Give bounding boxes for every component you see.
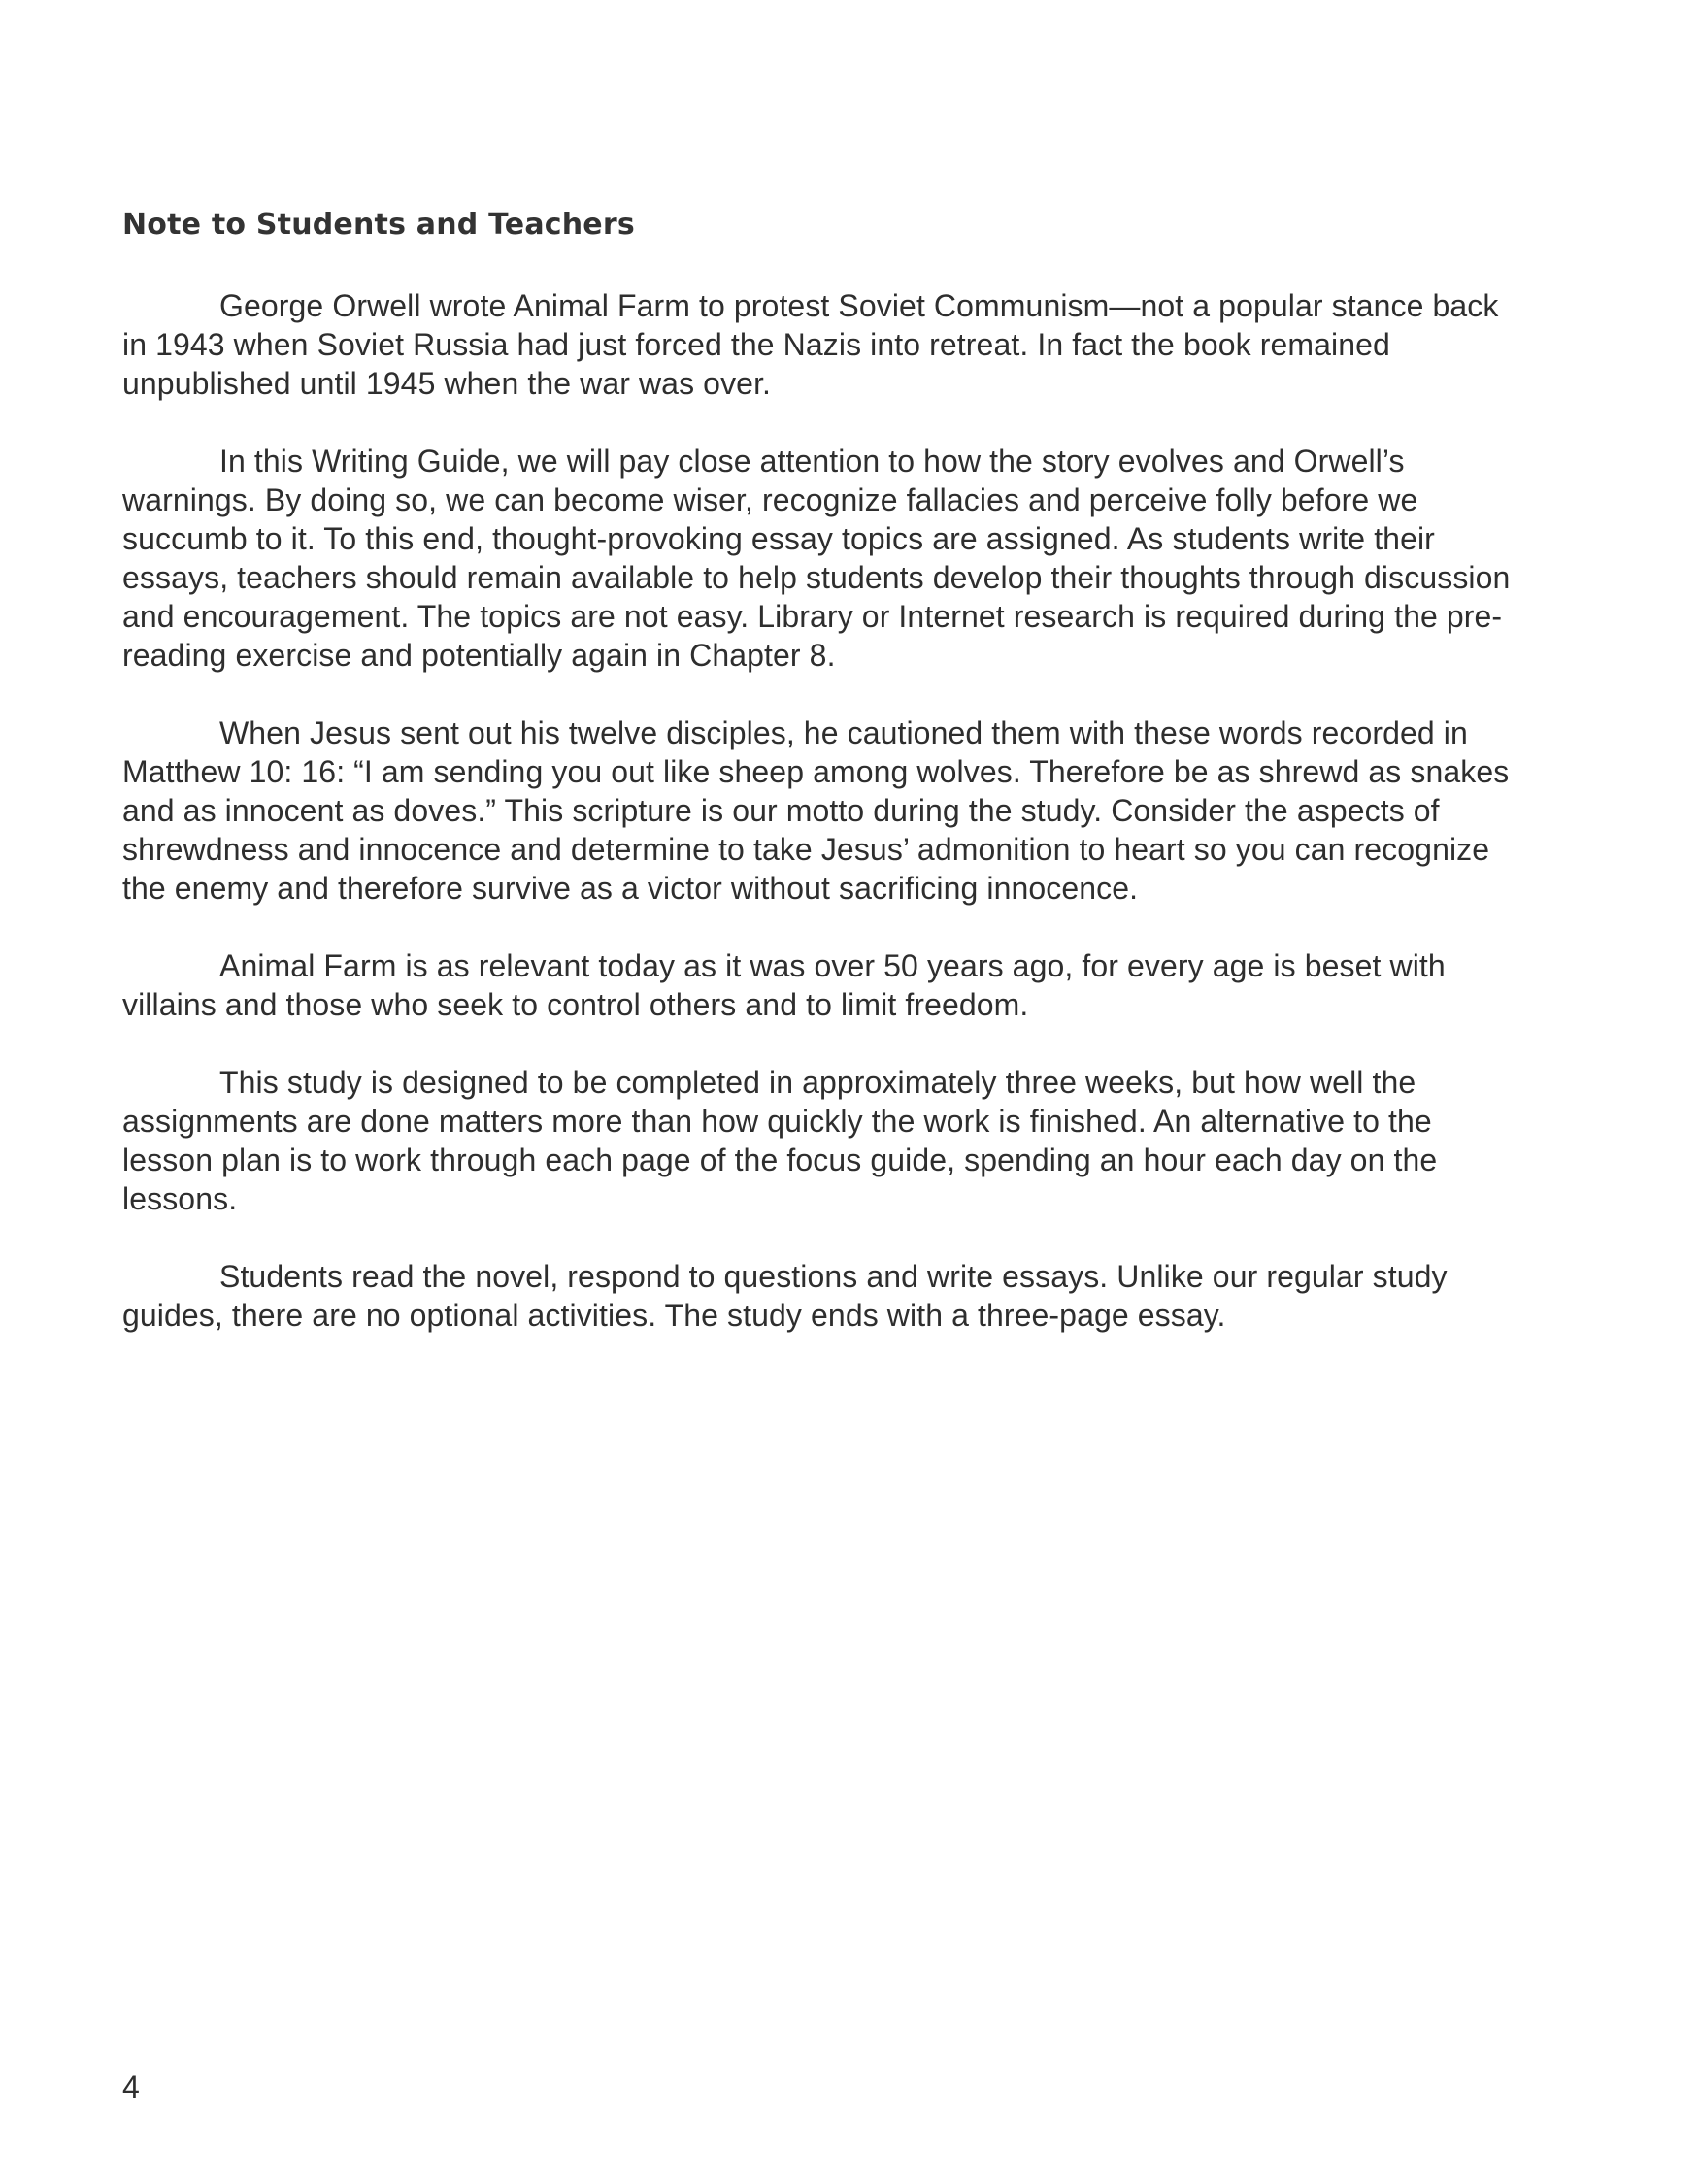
paragraph-relevance: Animal Farm is as relevant today as it was over 50 years ago, for every age is beset with villains and those who seek to control others and to limit freedom. (122, 948, 1446, 1022)
paragraph-study-schedule: This study is designed to be completed in approximately three weeks, but how well the assignments are done matters more than how quickly the work is finished. An alternative to the lesson plan is to work through each page of the focus guide, spending an hour each day on the lessons. (122, 1065, 1438, 1216)
paragraph-writing-guide: In this Writing Guide, we will pay close attention to how the story evolves and Orwell’s warnings. By doing so, we can become wiser, recognize fallacies and perceive folly before we succumb to it. To this end, thought-provoking essay topics are assigned. As students write their essays, teachers should remain available to help students develop their thoughts through discussion and encouragement. The topics are not easy. Library or Internet research is required during the pre-reading exercise and potentially again in Chapter 8. (122, 444, 1511, 673)
paragraph-matthew-scripture: When Jesus sent out his twelve disciples, he cautioned them with these words recorded in Matthew 10: 16: “I am sending you out like sheep among wolves. Therefore be as shrewd as snakes and as innocent as doves.” This scripture is our motto during the study. Consider the aspects of shrewdness and innocence and determine to take Jesus’ admonition to heart so you can recognize the enemy and therefore survive as a victor without sacrificing innocence. (122, 715, 1510, 906)
paragraph-study-structure: Students read the novel, respond to questions and write essays. Unlike our regular study guides, there are no optional activities. The study ends with a three-page essay. (122, 1259, 1448, 1333)
document-body (122, 206, 1520, 1373)
page-number: 4 (122, 2069, 140, 2104)
section-heading: Note to Students and Teachers (122, 208, 635, 242)
paragraph-orwell-background: George Orwell wrote Animal Farm to protest Soviet Communism—not a popular stance back in 1943 when Soviet Russia had just forced the Nazis into retreat. In fact the book remained unpublished until 1945 when the war was over. (122, 288, 1499, 401)
